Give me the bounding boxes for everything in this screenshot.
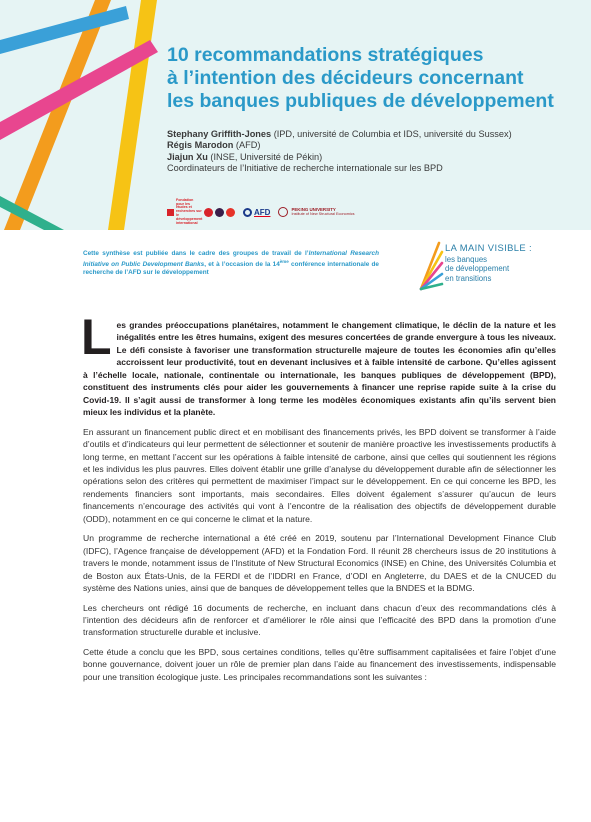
note-initiative-name: International Research Initiative on Public Development Banks: [83, 250, 379, 269]
series-subtitle-line: les banques: [445, 255, 488, 264]
author-affiliation: (IPD, université de Columbia et IDS, université du Sussex): [271, 129, 512, 139]
pku-logo: [278, 207, 354, 217]
coordinators-line: Coordinateurs de l’Initiative de recherche internationale sur les BPD: [167, 163, 443, 174]
note-text: , et à l’occasion de la 14: [204, 261, 280, 269]
author-affiliation: (INSE, Université de Pékin): [207, 151, 323, 162]
series-subtitle: [445, 255, 509, 283]
series-subtitle-line: de développement: [445, 264, 510, 274]
lead-text: es grandes préoccupations planétaires, notamment le changement climatique, le déclin de la nature et les inégalités entre les êtres humains, exigent des mesures concertées de grande envergure à tous les niveaux. Le défi consiste à favoriser une transformation structurelle majeure de toutes les économies afin qu’elles accroissent leur productivité, tout en devenant inclusives et à faible intensité de carbone. Qu’elles agissent à l’échelle locale, nationale, continentale ou internationale, les banques publiques de développement (BPD), constituent des instruments clés pour aider les gouvernements à financer une reprise rapide suite à la crise du Covid-19. Il s’agit aussi de transformer à long terme les modèles économiques existants afin qu’ils servent bien mieux les individus et la planète.: [83, 320, 556, 418]
ferdi-mark-icon: [167, 209, 174, 216]
authors-block: [167, 129, 587, 175]
main-content: [81, 309, 556, 683]
author-row: [167, 129, 587, 140]
publication-note: [83, 250, 379, 277]
red-dot-icon: [226, 208, 235, 217]
series-title: LA MAIN VISIBLE :: [445, 242, 533, 253]
partner-logos: [167, 197, 355, 225]
afd-logo-text: AFD: [254, 207, 271, 217]
body-paragraph: Cette étude a conclu que les BPD, sous certaines conditions, telles qu’être suffisamment capitalisées et faire l’objet d’une bonne gouvernance, doivent jouer un rôle de premier plan dans l’aide au financement des investissements, indispensable pour une transition écologique juste. Les principales recommandations sont les suivantes :: [83, 646, 556, 682]
ferdi-logo-text: Fondation pour les études et recherches sur le développement international: [176, 197, 203, 225]
author-row: [167, 140, 587, 151]
afd-logo: [243, 208, 270, 217]
fan-lines-icon: [415, 237, 445, 293]
body-paragraph: Les chercheurs ont rédigé 16 documents de recherche, en incluant dans chacun d’eux des recommandations clés à l’intention des décideurs afin de renforcer et d’améliorer le rôle ainsi que l’efficacité des BPD dans la promotion d’une transformation structurelle durable et inclusive.: [83, 602, 556, 638]
drop-cap: L: [81, 309, 112, 365]
decorative-rays: [0, 0, 591, 230]
author-row: [167, 152, 587, 163]
title-line: les banques publiques de développement: [167, 90, 554, 112]
blue-ray: [0, 6, 129, 54]
author-affiliation: (AFD): [233, 140, 261, 151]
pku-logo-text: PEKING UNIVERSITY Institute of New Structural Economics: [291, 206, 355, 216]
lead-paragraph: [81, 309, 556, 419]
series-logo: [415, 237, 591, 297]
page-title: [167, 44, 577, 113]
ferdi-logo: [167, 199, 235, 226]
yellow-ray: [108, 0, 157, 230]
note-superscript: ème: [279, 259, 289, 264]
series-subtitle-line: en transitions: [445, 273, 492, 283]
red-dot-icon: [204, 208, 213, 217]
pku-seal-icon: [278, 207, 288, 217]
note-text: Cette synthèse est publiée dans le cadre des groupes de travail de l’: [83, 250, 309, 257]
dark-dot-icon: [215, 208, 224, 217]
body-paragraph: Un programme de recherche international a été créé en 2019, soutenu par l’International Development Finance Club (IDFC), l’Agence française de développement (AFD) et la Fondation Ford. Il réunit 28 chercheurs issus de 20 institutions à travers le monde, notamment issus de l’Institute of New Structural Economics (INSE) en Chine, des Universités Columbia et de Boston aux États-Unis, de la FERDI et de l’IDDRI en France, d’ODI en Angleterre, du DAES et de la CNUCED du système des Nations unies, ainsi que de banques de développement telles que la BNDES et la BDMG.: [83, 533, 556, 594]
author-name: Stephany Griffith-Jones: [167, 129, 272, 139]
title-line: 10 recommandations stratégiques: [167, 44, 484, 66]
note-text: conférence internationale de recherche de l’AFD sur le développement: [83, 261, 379, 277]
header-banner: [0, 0, 591, 230]
author-name: Régis Marodon: [167, 140, 234, 151]
title-line: à l’intention des décideurs concernant: [167, 67, 524, 89]
body-paragraph: En assurant un financement public direct et en mobilisant des financements privés, les BPD doivent se transformer à l’aide d’outils et d’indicateurs qui leur permettent de sélectionner et soutenir de manière proactive les investissements productifs à long terme, en mettant l’accent sur les opérations à faible intensité de carbone, ainsi que celles qui soutiennent les régions et les individus les plus pauvres. Elles doivent établir une grille d’analyse du développement durable afin de sélectionner les opérations selon des critères qui permettent de maximiser l’impact sur le développement. En ce qui concerne les BPD, les rendements financiers sont importants, mais secondaires. Elles doivent également s’assurer qu’aucun de leurs financements n’encourage des activités qui vont à l’encontre de la réalisation des objectifs de développement durable (ODD), notamment en ce qui concerne le climat et la nature.: [83, 426, 556, 524]
author-name: Jiajun Xu: [167, 151, 208, 162]
afd-ring-icon: [243, 208, 252, 217]
